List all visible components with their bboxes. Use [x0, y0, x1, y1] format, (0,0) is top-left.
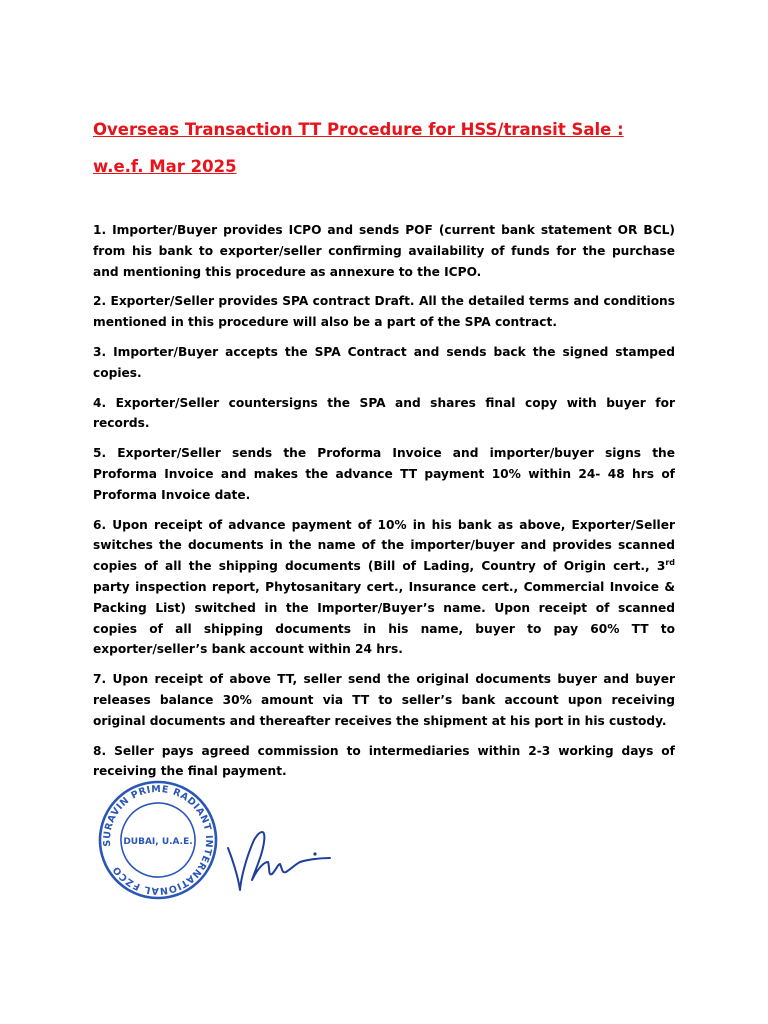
effective-date: w.e.f. Mar 2025 [93, 157, 237, 176]
procedure-steps [93, 220, 675, 791]
stamp-ring-text: SURAVIN PRIME RADIANT INTERNATIONAL FZCO [101, 783, 215, 897]
step-8: 8. Seller pays agreed commission to intermediaries within 2-3 working days of receiving the final payment. [93, 743, 675, 779]
document-title: Overseas Transaction TT Procedure for HSS/transit Sale : [93, 120, 624, 139]
step-6-text-cont: party inspection report, Phytosanitary cert., Insurance cert., Commercial Invoice & Packing List) switched in the Importer/Buyer’s name. Upon receipt of scanned copies of all shipping documents in his name, buyer to pay 60% TT to exporter/seller’s bank account within 24 hrs. [93, 579, 675, 657]
stamp-center-text: DUBAI, U.A.E. [123, 837, 193, 847]
step-2: 2. Exporter/Seller provides SPA contract Draft. All the detailed terms and conditions mentioned in this procedure will also be a part of the SPA contract. [93, 294, 675, 330]
step-1: 1. Importer/Buyer provides ICPO and sends POF (current bank statement OR BCL) from his bank to exporter/seller confirming availability of funds for the purchase and mentioning this procedure as annexure to the ICPO. [93, 223, 675, 279]
signature-stroke [228, 832, 330, 890]
company-stamp [92, 780, 224, 900]
step-3: 3. Importer/Buyer accepts the SPA Contract and sends back the signed stamped copies. [93, 344, 675, 380]
step-6-superscript: rd [665, 558, 675, 568]
step-6-text: 6. Upon receipt of advance payment of 10% in his bank as above, Exporter/Seller switches the documents in the name of the importer/buyer and provides scanned copies of all the shipping documents (Bill of Lading, Country of Origin cert., 3 [93, 517, 675, 574]
step-7: 7. Upon receipt of above TT, seller send the original documents buyer and buyer releases balance 30% amount via TT to seller’s bank account upon receiving original documents and thereafter receives the shipment at his port in his custody. [93, 672, 675, 728]
signature [222, 818, 337, 904]
step-4: 4. Exporter/Seller countersigns the SPA and shares final copy with buyer for records. [93, 395, 675, 431]
step-5: 5. Exporter/Seller sends the Proforma Invoice and importer/buyer signs the Proforma Invoice and makes the advance TT payment 10% within 24- 48 hrs of Proforma Invoice date. [93, 446, 675, 502]
step-6 [93, 515, 675, 661]
signature-dot [313, 852, 316, 855]
